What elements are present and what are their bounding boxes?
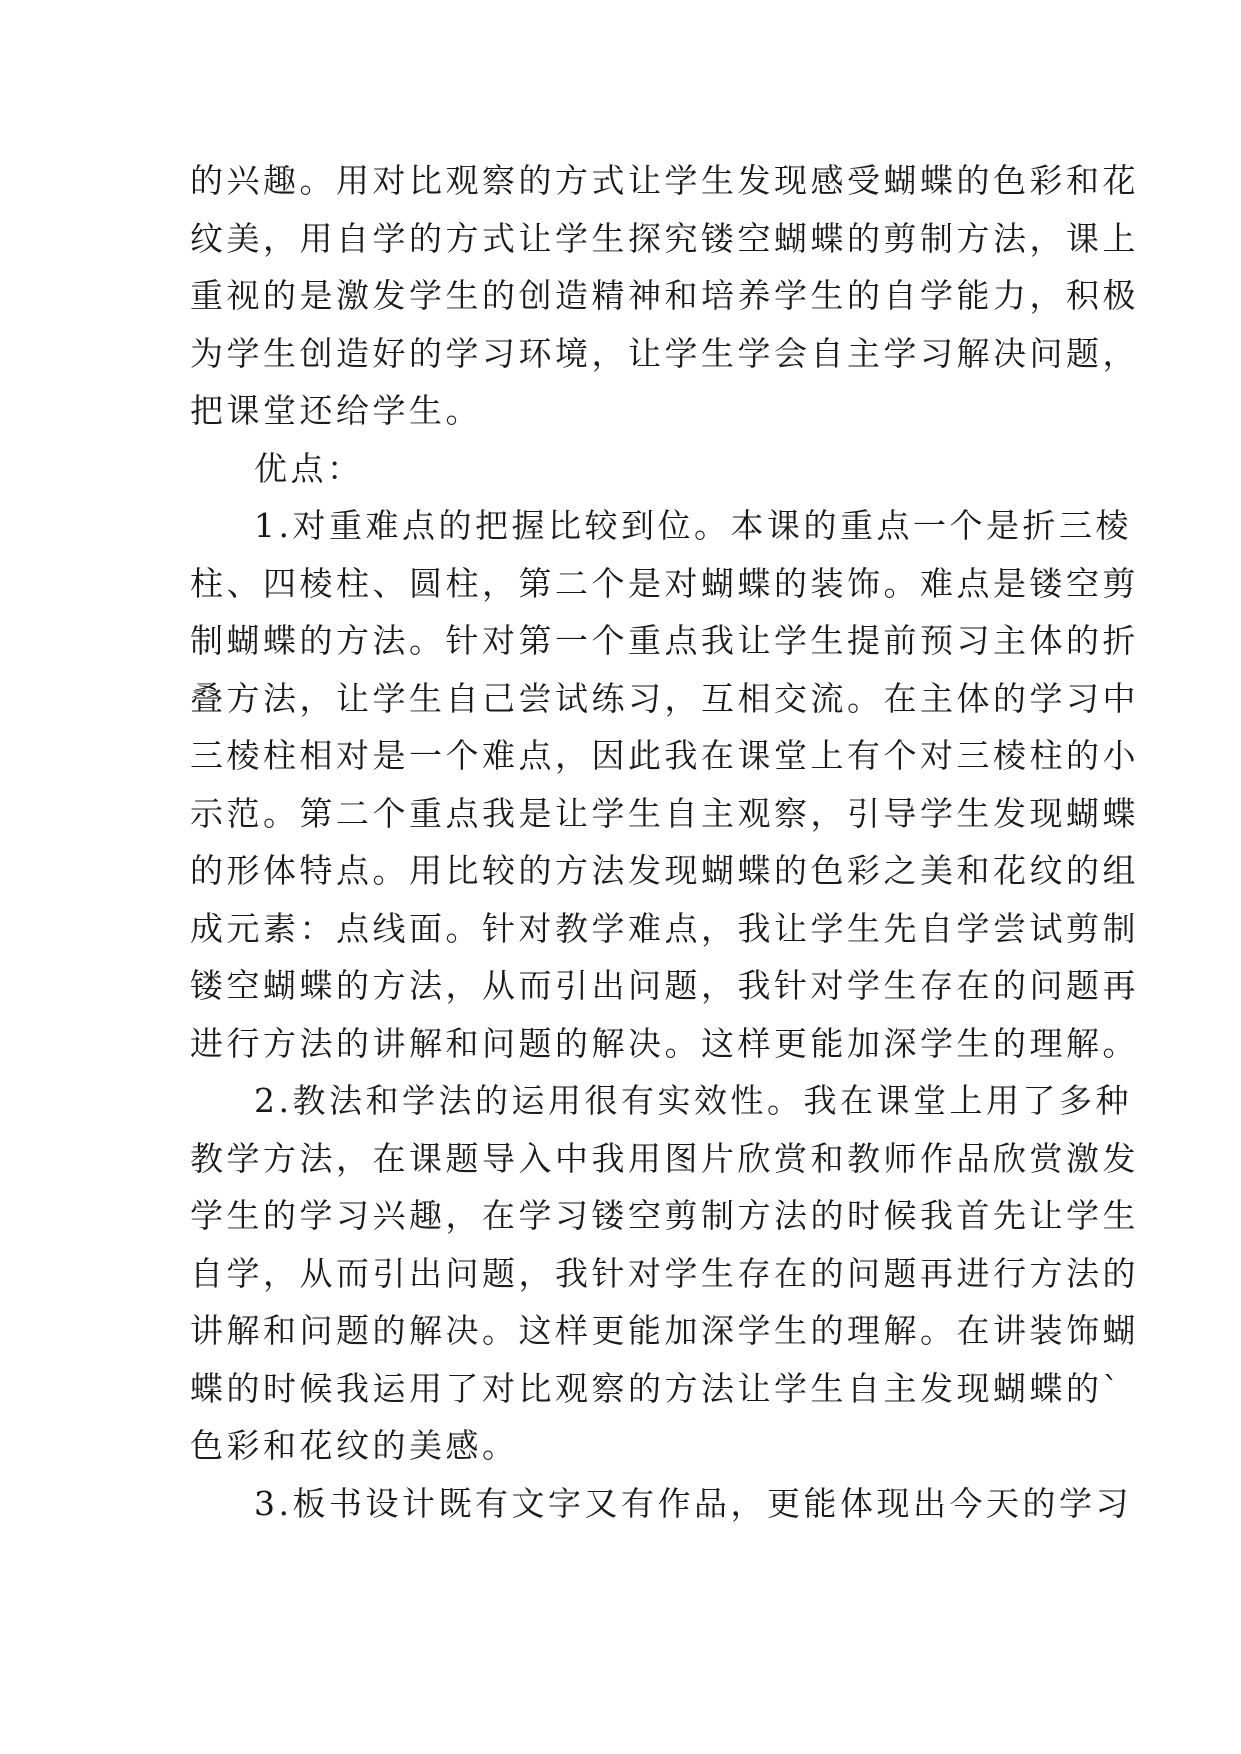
- text-line: 柱、四棱柱、圆柱，第二个是对蝴蝶的装饰。难点是镂空剪: [190, 563, 1139, 603]
- text-line: 的兴趣。用对比观察的方式让学生发现感受蝴蝶的色彩和花: [190, 161, 1139, 200]
- text-line: 成元素：点线面。针对教学难点，我让学生先自学尝试剪制: [190, 908, 1139, 948]
- text-line: 示范。第二个重点我是让学生自主观察，引导学生发现蝴蝶: [190, 793, 1139, 833]
- text-line: 重视的是激发学生的创造精神和培养学生的自学能力，积极: [190, 276, 1139, 315]
- text-line: 把课堂还给学生。: [190, 391, 482, 430]
- text-line: 纹美，用自学的方式让学生探究镂空蝴蝶的剪制方法，课上: [190, 218, 1139, 258]
- text-line: 自学，从而引出问题，我针对学生存在的问题再进行方法的: [190, 1253, 1139, 1293]
- document-body: [190, 152, 1139, 1532]
- text-line: 色彩和花纹的美感。: [190, 1426, 519, 1465]
- paragraph-start: 1.对重难点的把握比较到位。本课的重点一个是折三棱: [254, 506, 1132, 545]
- text-line: 进行方法的讲解和问题的解决。这样更能加深学生的理解。: [190, 1023, 1139, 1063]
- text-line: 叠方法，让学生自己尝试练习，互相交流。在主体的学习中: [190, 678, 1139, 718]
- text-line: 蝶的时候我运用了对比观察的方法让学生自主发现蝴蝶的`: [190, 1368, 1123, 1408]
- text-line: 镂空蝴蝶的方法，从而引出问题，我针对学生存在的问题再: [190, 966, 1139, 1005]
- text-line: 教学方法，在课题导入中我用图片欣赏和教师作品欣赏激发: [190, 1138, 1139, 1178]
- paragraph-start: 2.教法和学法的运用很有实效性。我在课堂上用了多种: [254, 1081, 1132, 1120]
- text-line: 为学生创造好的学习环境，让学生学会自主学习解决问题，: [190, 333, 1139, 373]
- text-line: 讲解和问题的解决。这样更能加深学生的理解。在讲装饰蝴: [190, 1311, 1139, 1350]
- text-line: 的形体特点。用比较的方法发现蝴蝶的色彩之美和花纹的组: [190, 851, 1139, 890]
- text-line: 三棱柱相对是一个难点，因此我在课堂上有个对三棱柱的小: [190, 736, 1139, 775]
- text-line: 学生的学习兴趣，在学习镂空剪制方法的时候我首先让学生: [190, 1196, 1139, 1235]
- section-heading: 优点：: [254, 448, 364, 488]
- paragraph-start: 3.板书设计既有文字又有作品，更能体现出今天的学习: [254, 1483, 1132, 1523]
- text-line: 制蝴蝶的方法。针对第一个重点我让学生提前预习主体的折: [190, 621, 1139, 660]
